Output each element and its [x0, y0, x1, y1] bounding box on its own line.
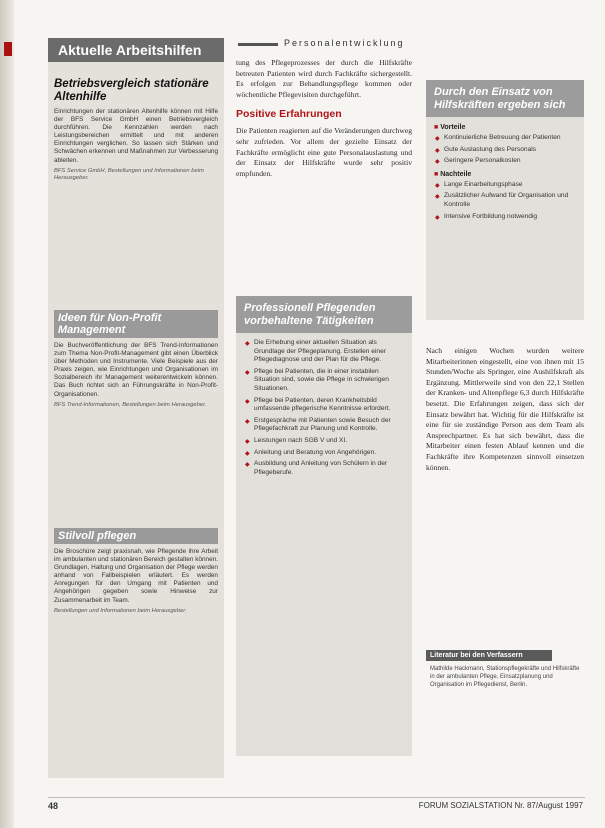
section-header [238, 38, 583, 50]
disadvantages-list [434, 181, 576, 221]
list-item: ◆ Kontinuierliche Betreuung der Patienten [435, 134, 561, 142]
info-box-source: BFS Trend-Informationen, Bestellungen beim Herausgeber. [54, 401, 207, 408]
tasks-box [236, 296, 412, 756]
sidebar-column [48, 38, 224, 778]
diamond-bullet-icon: ◆ [435, 136, 440, 142]
diamond-bullet-icon: ◆ [435, 214, 440, 221]
article-subheading: Positive Erfahrungen [236, 108, 342, 121]
list-item: ◆ Geringere Personalkosten [435, 157, 521, 166]
list-item: ◆ Erstgespräche mit Patienten sowie Besuch der Pflegefachkraft zur Planung und Kontrolle. [245, 416, 391, 433]
list-item: ◆ Intensive Fortbildung notwendig [435, 212, 538, 221]
info-box-text: Die Buchveröffentlichung der BFS Trend-Informationen zum Thema Non-Profit-Management gibt einen Überblick über Methoden und Instrumente. Viele Beispiele aus der Praxis zeigen, wie Einrichtungen und Organisationen im Sozialbereich ihr Management weiterentwickeln können. Das Buch richtet sich an Führungskräfte in Non-Profit-Organisationen. [54, 342, 218, 398]
square-bullet-icon: ■ [434, 170, 441, 178]
info-box-text: Die Broschüre zeigt praxisnah, wie Pflegende ihre Arbeit im ambulanten und stationären Bereich gestalten können. Grundlagen, Haltung und Organisation der Pflege werden anhand von Fallbeispielen erläutert. Es werden Anregungen für den Umgang mit Patienten und Angehörigen gegeben sowie Hinweise zur Zusammenarbeit im Team. [54, 548, 218, 604]
diamond-bullet-icon: ◆ [245, 418, 250, 425]
page-number: 48 [48, 801, 59, 811]
list-item: ◆ Anleitung und Beratung von Angehörigen. [245, 448, 377, 457]
diamond-bullet-icon: ◆ [245, 438, 250, 445]
info-box-betriebsvergleich [54, 78, 218, 182]
diamond-bullet-icon: ◆ [245, 450, 250, 457]
literature-title: Literatur bei den Verfassern [426, 650, 552, 661]
info-box-source: BFS Service GmbH, Bestellungen und Informationen beim Herausgeber. [54, 167, 204, 181]
info-box-text: Einrichtungen der stationären Altenhilfe können mit Hilfe der BFS Service GmbH einen Betriebsvergleich durchführen. Die Kennzahlen werden nach Leistungsbereichen ermittelt und mit anderen Einrichtungen verglichen. So lassen sich Stärken und Schwächen erkennen und Maßnahmen zur Verbesserung ableiten. [54, 108, 218, 164]
edge-marker [4, 42, 12, 56]
diamond-bullet-icon: ◆ [435, 182, 440, 189]
page-edge [0, 0, 14, 828]
literature-box [426, 650, 584, 689]
info-box-stilvoll [54, 528, 218, 615]
info-box-title: Stilvoll pflegen [54, 528, 218, 544]
list-item: ◆ Leistungen nach SGB V und XI. [245, 436, 348, 445]
article-column-middle [236, 58, 412, 179]
tasks-box-title: Professionell Pflegenden vorbehaltene Tätigkeiten [236, 296, 412, 333]
diamond-bullet-icon: ◆ [435, 159, 440, 166]
group-heading-nachteile: ■ Nachteile [434, 170, 472, 178]
section-title: Personalentwicklung [284, 38, 405, 48]
info-box-title: Betriebsvergleich stationäre Altenhilfe [54, 78, 209, 103]
section-rule [238, 43, 278, 46]
diamond-bullet-icon: ◆ [245, 462, 250, 469]
square-bullet-icon: ■ [434, 124, 441, 131]
info-box-non-profit [54, 310, 218, 409]
article-paragraph-right: Nach einigen Wochen wurden weitere Mitarbeiterinnen eingestellt, eine von ihnen mit 15 Stunden/Woche als Springer, eine Aushilfskraft als Ergänzung. Mittlerweile sind von den 22,1 Stellen der Kranken- und Altenpflege 6,3 durch Hilfskräfte besetzt. Die Erfahrungen zeigen, dass sich der Einsatz bewährt hat. Wichtig für die Hilfskräfte ist eine für sie zuständige Person aus dem Team als Ansprechpartner. Es hat sich bewährt, dass die Mitarbeiter einen festen Ablauf kennen und die Fachkräfte ihre Kompetenzen sinnvoll einsetzen können. [426, 346, 584, 472]
diamond-bullet-icon: ◆ [435, 147, 440, 154]
footer-rule [48, 797, 585, 798]
diamond-bullet-icon: ◆ [435, 194, 440, 201]
list-item: ◆ Zusätzlicher Aufwand für Organisation und Kontrolle [435, 192, 569, 208]
list-item: ◆ Gute Auslastung des Personals [435, 145, 537, 154]
diamond-bullet-icon: ◆ [245, 398, 250, 405]
article-paragraph: tung des Pflegeprozesses der durch die Hilfskräfte betreuten Patienten wird durch Fachkräfte sichergestellt. Es erfolgen zur Behandlungspflege kommen oder wöchentliche Pflegevisiten durchgeführt. [236, 58, 412, 99]
publication-name: FORUM SOZIALSTATION Nr. 87/August 1997 [418, 801, 583, 810]
info-box-source: Bestellungen und Informationen beim Herausgeber. [54, 607, 187, 614]
sidebar-title: Aktuelle Arbeitshilfen [48, 38, 224, 62]
advantages-box-title: Durch den Einsatz von Hilfskräften ergeben sich [426, 80, 584, 117]
advantages-list [434, 134, 576, 166]
info-box-title: Ideen für Non-Profit Management [54, 310, 218, 338]
list-item: ◆ Lange Einarbeitungsphase [435, 180, 523, 189]
tasks-list [236, 333, 412, 477]
literature-text: Mathilde Hackmann, Stationspflegekräfte und Hilfskräfte in der ambulanten Pflege, Einsatzplanung und Organisation im Pflegedienst, Berlin. [430, 666, 580, 688]
advantages-box [426, 80, 584, 320]
article-paragraph: Die Patienten reagierten auf die Veränderungen durchweg sehr zufrieden. Vor allem der gezielte Einsatz der Fachkräfte ermöglicht eine gute Personalauslastung und der Einsatz der Hilfskräfte wurde sehr positiv empfunden. [236, 126, 412, 178]
list-item: ◆ Pflege bei Patienten, die in einer instabilen Situation sind, sowie die Pflege in schwierigen Situationen. [245, 367, 389, 392]
diamond-bullet-icon: ◆ [245, 341, 250, 347]
group-heading-vorteile: ■ Vorteile [434, 124, 466, 131]
list-item: ◆ Die Erhebung einer aktuellen Situation als Grundlage der Pflegeplanung. Erstellen einer Pflegediagnose und der Plan für die Pflege. [245, 339, 386, 364]
list-item: ◆ Pflege bei Patienten, deren Krankheitsbild umfassende pflegerische Kenntnisse erfordert. [245, 396, 391, 413]
diamond-bullet-icon: ◆ [245, 369, 250, 376]
list-item: ◆ Ausbildung und Anleitung von Schülern in der Pflegeberufe. [245, 460, 388, 476]
